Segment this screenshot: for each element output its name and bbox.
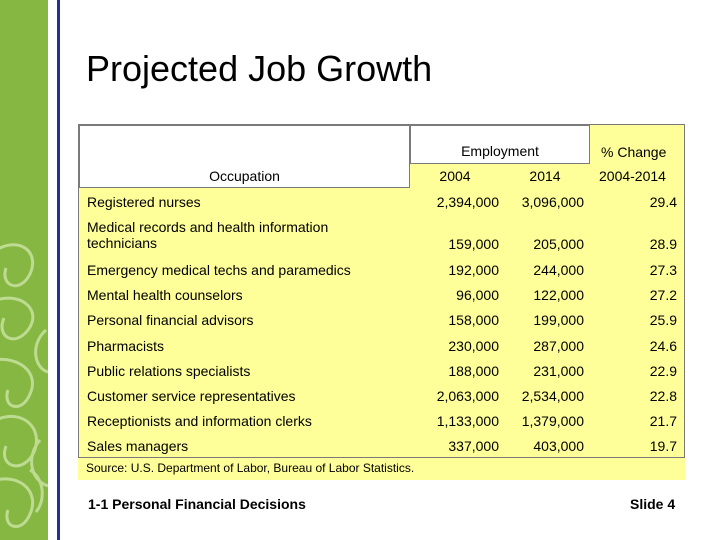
employment-2014-cell: 403,000 xyxy=(533,438,584,454)
employment-2004-cell: 159,000 xyxy=(448,236,499,252)
employment-2004-cell: 188,000 xyxy=(448,363,499,379)
employment-2014-cell: 231,000 xyxy=(533,363,584,379)
employment-2014-cell: 1,379,000 xyxy=(521,413,584,429)
percent-change-cell: 27.3 xyxy=(649,262,677,278)
employment-2004-cell: 230,000 xyxy=(448,338,499,354)
occupation-cell: Sales managers xyxy=(87,438,189,454)
occupation-cell: Registered nurses xyxy=(87,194,201,210)
year-2014-header: 2014 xyxy=(529,168,561,184)
employment-2014-cell: 2,534,000 xyxy=(521,388,584,404)
occupation-cell: Public relations specialists xyxy=(87,363,251,379)
employment-2004-cell: 158,000 xyxy=(448,312,499,328)
occupation-cell: Medical records and health information technicians xyxy=(87,219,329,251)
change-period-header: 2004-2014 xyxy=(599,168,666,184)
employment-2014-cell: 244,000 xyxy=(533,262,584,278)
employment-2014-cell: 287,000 xyxy=(533,338,584,354)
percent-change-cell: 21.7 xyxy=(649,413,677,429)
percent-change-cell: 29.4 xyxy=(649,194,677,210)
slide-number: Slide 4 xyxy=(630,496,676,512)
percent-change-cell: 25.9 xyxy=(649,312,677,328)
employment-2004-cell: 192,000 xyxy=(448,262,499,278)
employment-2004-cell: 96,000 xyxy=(456,287,499,303)
footer-course-label: 1-1 Personal Financial Decisions xyxy=(88,496,306,512)
employment-2014-cell: 205,000 xyxy=(533,236,584,252)
employment-2014-cell: 199,000 xyxy=(533,312,584,328)
employment-2004-cell: 2,394,000 xyxy=(436,194,499,210)
percent-change-cell: 28.9 xyxy=(649,236,677,252)
source-note xyxy=(78,458,685,480)
change-header: % Change xyxy=(601,144,667,160)
occupation-cell: Emergency medical techs and paramedics xyxy=(87,262,351,278)
occupation-cell: Personal financial advisors xyxy=(87,312,254,328)
occupation-cell: Mental health counselors xyxy=(87,287,243,303)
percent-change-cell: 24.6 xyxy=(649,338,677,354)
percent-change-cell: 22.8 xyxy=(649,388,677,404)
page-title: Projected Job Growth xyxy=(86,48,433,89)
employment-2004-cell: 2,063,000 xyxy=(436,388,499,404)
year-2004-header: 2004 xyxy=(439,168,471,184)
employment-2014-cell: 3,096,000 xyxy=(521,194,584,210)
occupation-cell: Pharmacists xyxy=(87,338,165,354)
occupation-header: Occupation xyxy=(209,168,280,184)
vertical-rule xyxy=(57,0,60,540)
swirl-pattern-icon xyxy=(0,0,48,540)
percent-change-cell: 27.2 xyxy=(649,287,677,303)
source-text: Source: U.S. Department of Labor, Bureau of Labor Statistics. xyxy=(86,461,415,475)
employment-2014-cell: 122,000 xyxy=(533,287,584,303)
employment-header: Employment xyxy=(461,143,539,159)
employment-2004-cell: 1,133,000 xyxy=(436,413,499,429)
job-growth-table xyxy=(78,124,685,458)
occupation-cell: Receptionists and information clerks xyxy=(87,413,312,429)
percent-change-cell: 22.9 xyxy=(649,363,677,379)
occupation-cell: Customer service representatives xyxy=(87,388,296,404)
percent-change-cell: 19.7 xyxy=(649,438,677,454)
decorative-sidebar xyxy=(0,0,48,540)
employment-2004-cell: 337,000 xyxy=(448,438,499,454)
